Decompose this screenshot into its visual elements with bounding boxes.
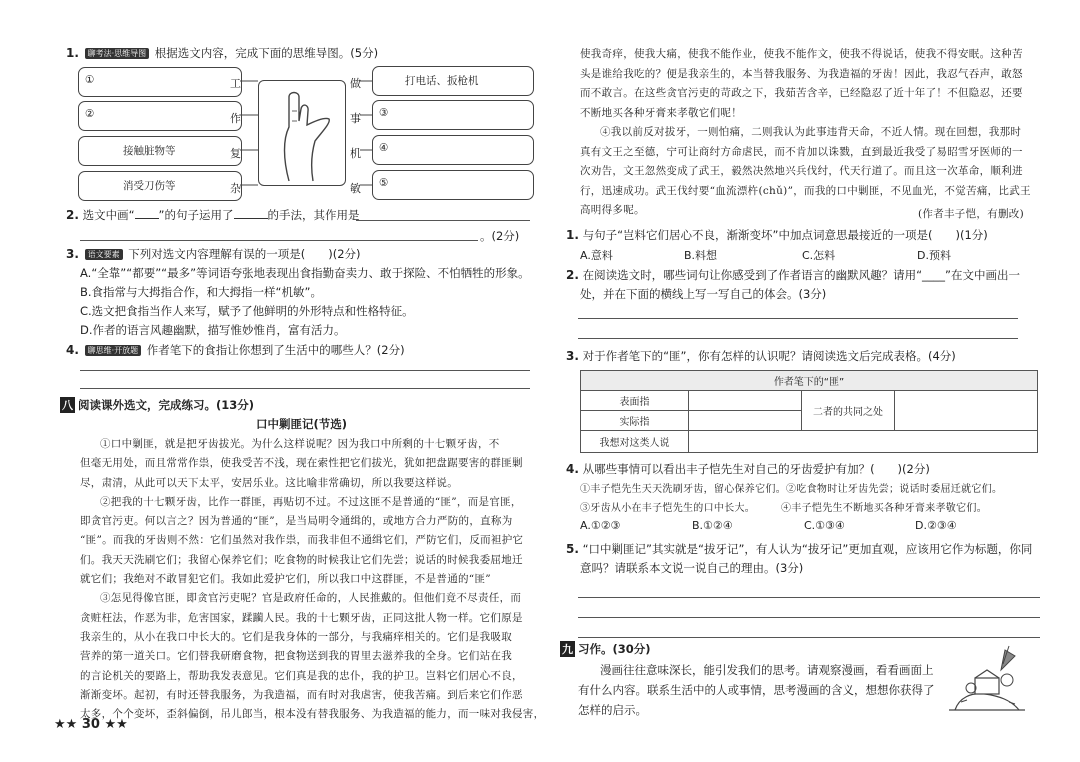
q2-score: 。(2分) bbox=[480, 229, 520, 243]
essay-prompt: 漫画往往意味深长，能引发我们的思考。请观察漫画，看看画面上 有什么内容。联系生活中的人或事情，思考漫画的含义，想想你获得了 怎样的启示。 bbox=[578, 663, 935, 717]
r-q3-cell-surface[interactable] bbox=[689, 391, 802, 411]
q2-answer-line-1[interactable] bbox=[356, 220, 530, 221]
r-q4-option-b[interactable]: B.①②④ bbox=[692, 519, 733, 532]
r-q1-option-c[interactable]: C.怎料 bbox=[802, 249, 836, 262]
r-q3-row-actual: 实际指 bbox=[581, 411, 689, 431]
r-q3-table-header: 作者笔下的“匪” bbox=[581, 371, 1038, 391]
r-q5-answer-line-2[interactable] bbox=[578, 617, 1040, 618]
article-source: (作者丰子恺，有删改) bbox=[918, 208, 1024, 220]
q4-answer-line-2[interactable] bbox=[80, 388, 530, 389]
r-q3-row-surface: 表面指 bbox=[581, 391, 689, 411]
r-q3-cell-common[interactable] bbox=[895, 391, 1038, 431]
article-text-left: ①口中剿匪，就是把牙齿拔光。为什么这样说呢？因为我口中所剩的十七颗牙齿，不 但毫无用处，而且常常作祟，使我受苦不浅，现在索性把它们拔光，犹如把盘踞要害的群匪剿 尽，肃清，从此可以天下太平，安居乐业。这比喻非常确切，所以我要这样说。 ②把我的十七颗牙齿，比作一群匪，再贴切不过。不过这匪不是普通的“匪”，而是官匪， 即贪官污吏。何以言之？因为普通的“匪”，是当局明令通缉的，或地方合力严防的，直称为 “匪”。而我的牙齿则不然：它们虽然对我作祟，而我非但不通缉它们，严防它们，反而袒护它 们。我天天洗刷它们；我留心保养它们；吃食物的时候我让它们先尝；说话的时候我委屈地迁 就它们；我绝对不敢冒犯它们。我如此爱护它们，所以我口中这群匪，不是普通的“匪” ③怎见得像官匪，即贪官污吏呢？官是政府任命的，人民推戴的。但他们竟不尽责任，而 贪赃枉法，作恶为非，危害国家，蹂躏人民。我的十七颗牙齿，正同这批人物一样。它们原是 我亲生的，从小在我口中长大的。它们是我身体的一部分，与我痛痒相关的。它们是我吸取 营养的第一道关口。它们替我研磨食物，把食物送到我的胃里去滋养我的全身。它们站在我 的言论机关的要路上，帮助我发表意见。它们真是我的忠仆，我的护卫。岂料它们居心不良， 渐渐变坏。起初，有时还替我服务，为我造福，而有时对我虐害，使我苦痛。到后来它们作恶 太多，个个变坏，歪斜偏倒，吊儿郎当，根本没有替我服务、为我造福的能力，而一味对我侵害， bbox=[80, 438, 545, 721]
right-page bbox=[540, 0, 1080, 762]
mindmap-char-min: 敏 bbox=[350, 182, 361, 195]
r-q4-prompt: 4. 从哪些事情可以看出丰子恺先生对自己的牙齿爱护有加？( )(2分) bbox=[566, 462, 930, 476]
q1-tag: 聊考法·思维导图 bbox=[85, 48, 150, 59]
r-q4-items-2: ③牙齿从小在丰子恺先生的口中长大。 ④丰子恺先生不断地买各种牙膏来孝敬它们。 bbox=[580, 503, 987, 514]
mindmap-char-ji: 机 bbox=[350, 147, 361, 160]
q3-option-a[interactable]: A.“全靠”“都要”“最多”等词语夸张地表现出食指勤奋卖力、敢于探险、不怕牺牲的形象。 bbox=[80, 266, 530, 280]
r-q3-table bbox=[580, 370, 1038, 453]
mindmap-char-gong: 工 bbox=[230, 77, 241, 90]
mindmap-char-shi: 事 bbox=[350, 112, 361, 125]
page-number: ★★ 30 ★★ bbox=[54, 717, 128, 732]
r-q4-option-c[interactable]: C.①③④ bbox=[804, 519, 845, 532]
r-q3-cell-actual[interactable] bbox=[689, 411, 802, 431]
mindmap-char-fu: 复 bbox=[230, 147, 241, 160]
comic-illustration-icon bbox=[945, 640, 1029, 716]
mindmap-char-za: 杂 bbox=[230, 182, 241, 195]
q2-answer-line-2[interactable] bbox=[80, 240, 478, 241]
article-title: 口中剿匪记(节选) bbox=[256, 417, 348, 431]
r-q3-common-label: 二者的共同之处 bbox=[802, 391, 895, 431]
r-q2-answer-line-1[interactable] bbox=[578, 318, 1018, 319]
mindmap-right-box-3[interactable]: ④ bbox=[372, 135, 534, 165]
mindmap-left-box-1[interactable]: ① bbox=[78, 67, 242, 97]
q3-option-d[interactable]: D.作者的语言风趣幽默，描写惟妙惟肖，富有活力。 bbox=[80, 323, 346, 337]
mindmap-char-zuo: 作 bbox=[230, 112, 241, 125]
q3-option-c[interactable]: C.选文把食指当作人来写，赋予了他鲜明的外形特点和性格特征。 bbox=[80, 304, 414, 318]
r-q2-answer-line-2[interactable] bbox=[578, 338, 1018, 339]
r-q5-prompt: 5. “口中剿匪记”其实就是“拔牙记”，有人认为“拔牙记”更加直观，应该用它作为标题，你同 意吗？请联系本文说一说自己的理由。(3分) bbox=[566, 542, 1033, 575]
r-q3-prompt: 3. 对于作者笔下的“匪”，你有怎样的认识呢？请阅读选文后完成表格。(4分) bbox=[566, 349, 956, 363]
mindmap-right-box-4[interactable]: ⑤ bbox=[372, 170, 534, 200]
r-q2-prompt: 2. 在阅读选文时，哪些词句让你感受到了作者语言的幽默风趣？请用“____”在文中画出一 处，并在下面的横线上写一写自己的体会。(3分) bbox=[566, 268, 1020, 301]
r-q3-row-say: 我想对这类人说 bbox=[581, 431, 689, 453]
r-q5-answer-line-3[interactable] bbox=[578, 637, 1040, 638]
section-9-heading: 九 习作。(30分) bbox=[562, 642, 651, 656]
section-8-heading: 八 阅读课外选文，完成练习。(13分) bbox=[62, 398, 255, 412]
r-q5-answer-line-1[interactable] bbox=[578, 597, 1040, 598]
mindmap-left-box-4: 消受刀伤等 bbox=[78, 171, 242, 201]
q3-prompt: 3. 语文要素 下列对选文内容理解有误的一项是( )(2分) bbox=[66, 247, 361, 261]
mindmap-right-box-2[interactable]: ③ bbox=[372, 100, 534, 130]
r-q1-prompt: 1. 与句子“岂料它们居心不良，渐渐变坏”中加点词意思最接近的一项是( )(1分) bbox=[566, 228, 988, 242]
r-q1-option-d[interactable]: D.预料 bbox=[917, 249, 951, 262]
q4-prompt: 4. 聊思维·开放题 作者笔下的食指让你想到了生活中的哪些人？(2分) bbox=[66, 343, 405, 357]
mindmap-right-box-1: 打电话、扳枪机 bbox=[372, 66, 534, 96]
q2-prompt: 2. 选文中画“ ”的句子运用了 的手法，其作用是 bbox=[66, 208, 360, 222]
mindmap-char-zuo2: 做 bbox=[350, 77, 361, 90]
r-q1-option-a[interactable]: A.意料 bbox=[580, 249, 613, 262]
r-q4-option-a[interactable]: A.①②③ bbox=[580, 519, 621, 532]
r-q4-items-1: ①丰子恺先生天天洗刷牙齿，留心保养它们。②吃食物时让牙齿先尝；说话时委屈迁就它们。 bbox=[580, 484, 1003, 495]
mindmap-connectors bbox=[240, 66, 380, 201]
mindmap-left-box-3: 接触脏物等 bbox=[78, 136, 242, 166]
r-q3-cell-say[interactable] bbox=[689, 431, 1038, 453]
article-text-right: 使我奇痒，使我大痛，使我不能作业，使我不能作文，使我不得说话，使我不得安眠。这种苦 头是谁给我吃的？便是我亲生的，本当替我服务、为我造福的牙齿！因此，我忍气吞声，敢怒 而不敢言。在这些贪官污吏的苛政之下，我茹苦含辛，已经隐忍了近十年了！不但隐忍，还要 不断地买各种牙膏来孝敬它们呢！ ④我以前反对拔牙，一则怕痛，二则我认为此事违背天命，不近人情。现在回想，我那时 真有文王之至德，宁可让商纣方命虐民，而不肯加以诛戮，直到最近我受了易昭雪牙医师的一 次劝告，文王忽然变成了武王，毅然决然地兴兵伐纣，代天行道了。而且这一次革命，顺利进 行，迅速成功。武王伐纣要“血流漂杵(chǔ)”，而我的口中剿匪，不见血光，不觉苦痛，比武王 高明得多呢。 bbox=[580, 48, 1031, 216]
mindmap-left-box-2[interactable]: ② bbox=[78, 101, 242, 131]
q1-prompt: 1. 聊考法·思维导图 根据选文内容，完成下面的思维导图。(5分) bbox=[66, 46, 379, 60]
r-q4-option-d[interactable]: D.②③④ bbox=[915, 519, 957, 532]
q3-option-b[interactable]: B.食指常与大拇指合作，和大拇指一样“机敏”。 bbox=[80, 285, 322, 299]
q4-answer-line-1[interactable] bbox=[80, 370, 530, 371]
r-q1-option-b[interactable]: B.料想 bbox=[684, 249, 718, 262]
